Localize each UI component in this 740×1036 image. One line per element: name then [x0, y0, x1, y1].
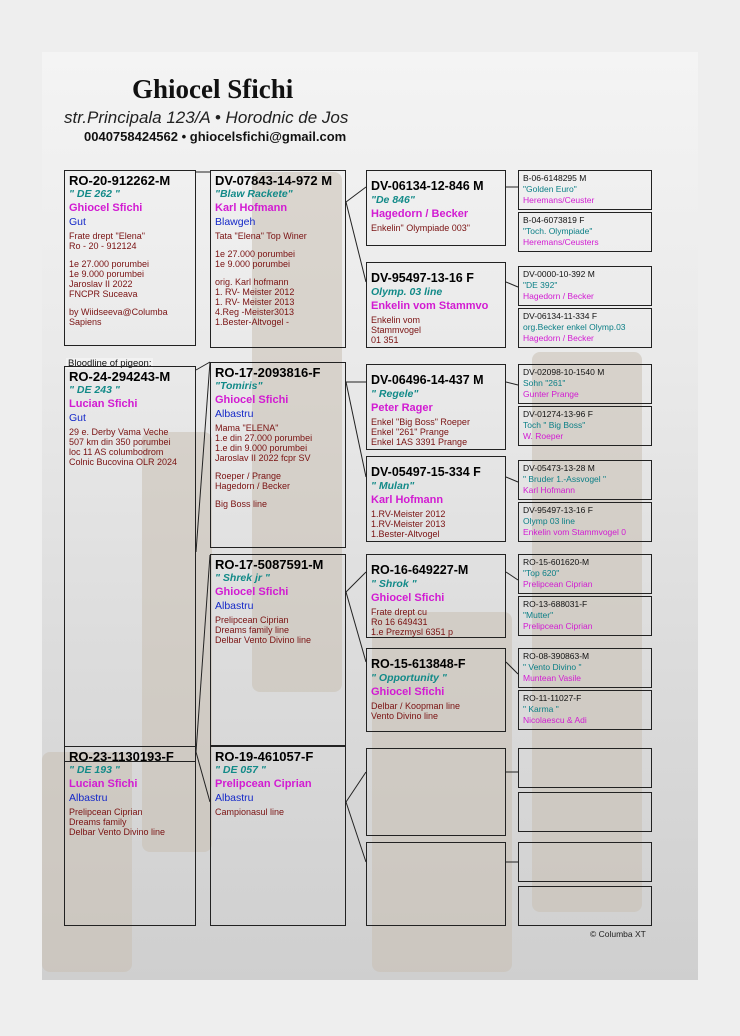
pigeon-nickname: Sohn "261"	[523, 378, 566, 388]
pigeon-owner: Hagedorn / Becker	[371, 208, 469, 220]
pigeon-owner: Peter Rager	[371, 402, 433, 414]
pigeon-color: Albastru	[215, 408, 254, 420]
pigeon-nickname: " Bruder 1.-Assvogel "	[523, 474, 607, 484]
sire-box	[64, 366, 196, 762]
pigeon-nickname: " Karma "	[523, 704, 559, 714]
pigeon-ring-id: RO-11-11027-F	[523, 693, 582, 703]
pigeon-color: Gut	[69, 412, 86, 424]
pigeon-notes	[69, 807, 191, 837]
note-line: Enkelin vom	[371, 315, 421, 325]
gen3-box-6	[366, 648, 506, 732]
pigeon-color: Blawgeh	[215, 216, 256, 228]
pigeon-owner: Lucian Sfichi	[69, 398, 138, 410]
pigeon-owner: Karl Hofmann	[371, 494, 444, 506]
pigeon-nickname: Olymp. 03 line	[371, 286, 443, 298]
pigeon-owner: Ghiocel Sfichi	[215, 394, 289, 406]
pigeon-ring-id: RO-13-688031-F	[523, 599, 588, 609]
pigeon-owner: Ghiocel Sfichi	[215, 586, 289, 598]
pigeon-nickname: " DE 243 "	[69, 384, 120, 396]
pigeon-ring-id: DV-01274-13-96 F	[523, 409, 593, 419]
pigeon-ring-id: RO-23-1130193-F	[69, 749, 174, 764]
pigeon-owner: Ghiocel Sfichi	[371, 686, 445, 698]
note-line: Ro - 20 - 912124	[69, 241, 137, 251]
pigeon-owner: Prelipcean Ciprian	[215, 778, 312, 790]
pigeon-ring-id: RO-16-649227-M	[371, 563, 469, 577]
pigeon-nickname: "Tomiris"	[215, 380, 263, 392]
note-line: FNCPR Suceava	[69, 289, 138, 299]
pigeon-owner: Enkelin vom Stammvogel 0	[523, 527, 626, 537]
note-line: 1.Bester-Altvogel -	[215, 317, 290, 327]
granddam-paternal-box	[210, 362, 346, 548]
pigeon-notes	[371, 417, 501, 447]
pigeon-notes	[215, 231, 341, 327]
gen4-box-10	[518, 596, 652, 636]
note-line: Delbar Vento Divino line	[69, 827, 166, 837]
pigeon-owner: Prelipcean Ciprian	[523, 621, 593, 631]
pigeon-owner: W. Roeper	[523, 431, 564, 441]
note-line: Tata "Elena" Top Winer	[215, 231, 307, 241]
note-line: Ro 16 649431	[371, 617, 428, 627]
note-line: 1e 9.000 porumbei	[69, 269, 145, 279]
note-line: Delbar Vento Divino line	[215, 635, 312, 645]
note-line: Prelipcean Ciprian	[69, 807, 143, 817]
note-line: Jaroslav II 2022	[69, 279, 133, 289]
gen4-box-1	[518, 170, 652, 210]
gen4-box-7	[518, 460, 652, 500]
pigeon-nickname: "Blaw Rackete"	[215, 188, 293, 200]
pigeon-owner: Ghiocel Sfichi	[371, 592, 445, 604]
note-line: orig. Karl hofmann	[215, 277, 289, 287]
pigeon-notes	[371, 509, 501, 539]
gen4-box-4	[518, 308, 652, 348]
pigeon-owner: Hagedorn / Becker	[523, 291, 594, 301]
grandsire-maternal-box	[210, 554, 346, 746]
gen4-box-9	[518, 554, 652, 594]
pigeon-notes	[371, 315, 501, 345]
pigeon-ring-id: RO-17-2093816-F	[215, 365, 321, 380]
pigeon-owner: Prelipcean Ciprian	[523, 579, 593, 589]
note-line: Frate drept cu	[371, 607, 428, 617]
note-line: Sapiens	[69, 317, 102, 327]
note-line: 1.Bester-Altvogel	[371, 529, 440, 539]
note-line: Dreams family line	[215, 625, 290, 635]
note-line: Prelipcean Ciprian	[215, 615, 289, 625]
pigeon-nickname: " Shrek jr "	[215, 572, 270, 584]
note-line: 1.e din 9.000 porumbei	[215, 443, 308, 453]
pigeon-color: Albastru	[215, 600, 254, 612]
pigeon-ring-id: RO-15-601620-M	[523, 557, 590, 567]
pigeon-ring-id: RO-19-461057-F	[215, 749, 314, 764]
gen3-box-empty	[366, 748, 506, 836]
pigeon-owner: Lucian Sfichi	[69, 778, 138, 790]
gen4-box-12	[518, 690, 652, 730]
gen3-box-1	[366, 170, 506, 246]
pigeon-owner: Hagedorn / Becker	[523, 333, 594, 343]
pigeon-ring-id: DV-05473-13-28 M	[523, 463, 595, 473]
pigeon-ring-id: B-06-6148295 M	[523, 173, 587, 183]
dam-box	[64, 746, 196, 926]
note-line: loc 11 AS columbodrom	[69, 447, 164, 457]
note-line: 29 e. Derby Vama Veche	[69, 427, 169, 437]
gen4-box-empty	[518, 886, 652, 926]
note-line: Vento Divino line	[371, 711, 439, 721]
pigeon-owner: Karl Hofmann	[215, 202, 288, 214]
pigeon-owner: Enkelin vom Stammvo	[371, 300, 489, 312]
pigeon-nickname: Toch " Big Boss"	[523, 420, 586, 430]
note-line: Hagedorn / Becker	[215, 481, 291, 491]
note-line: Enkel 1AS 3391 Prange	[371, 437, 468, 447]
pigeon-ring-id: RO-15-613848-F	[371, 657, 466, 671]
breeder-name: Ghiocel Sfichi	[132, 74, 294, 104]
pigeon-nickname: "DE 392"	[523, 280, 558, 290]
pigeon-ring-id: DV-02098-10-1540 M	[523, 367, 605, 377]
pigeon-nickname: "Top 620"	[523, 568, 560, 578]
pigeon-owner: Gunter Prange	[523, 389, 579, 399]
pigeon-ring-id: RO-17-5087591-M	[215, 557, 324, 572]
gen3-box-3	[366, 364, 506, 450]
gen4-box-empty	[518, 792, 652, 832]
pigeon-owner: Muntean Vasile	[523, 673, 581, 683]
pigeon-owner: Karl Hofmann	[523, 485, 575, 495]
note-line: 01 351	[371, 335, 399, 345]
note-line: Stammvogel	[371, 325, 422, 335]
pigeon-nickname: " DE 057 "	[215, 764, 266, 776]
breeder-contact: 0040758424562 • ghiocelsfichi@gmail.com	[84, 129, 347, 144]
pigeon-nickname: org.Becker enkel Olymp.03	[523, 322, 626, 332]
pigeon-notes	[69, 427, 191, 467]
pigeon-ring-id: DV-95497-13-16 F	[523, 505, 593, 515]
pigeon-notes	[215, 615, 341, 645]
note-line: 1e 27.000 porumbei	[215, 249, 296, 259]
note-line: Dreams family	[69, 817, 127, 827]
pigeon-notes	[69, 231, 191, 327]
pigeon-ring-id: DV-06134-12-846 M	[371, 179, 484, 193]
pigeon-ring-id: DV-06134-11-334 F	[523, 311, 598, 321]
pigeon-nickname: " Mulan"	[371, 480, 415, 492]
gen3-box-2	[366, 262, 506, 348]
copyright-notice: © Columba XT	[590, 929, 646, 939]
gen4-box-11	[518, 648, 652, 688]
note-line: 1. RV- Meister 2012	[215, 287, 295, 297]
pigeon-notes	[371, 607, 501, 637]
note-line: 4.Reg -Meister3013	[215, 307, 295, 317]
gen4-box-empty	[518, 842, 652, 882]
pigeon-owner: Nicolaescu & Adi	[523, 715, 587, 725]
pigeon-nickname: " DE 193 "	[69, 764, 120, 776]
pigeon-ring-id: DV-0000-10-392 M	[523, 269, 595, 279]
note-line: 1.RV-Meister 2012	[371, 509, 446, 519]
note-line: 1e 9.000 porumbei	[215, 259, 291, 269]
gen4-box-5	[518, 364, 652, 404]
gen3-box-4	[366, 456, 506, 542]
pigeon-color: Albastru	[69, 792, 108, 804]
pedigree-page	[42, 52, 698, 980]
pigeon-nickname: " Shrok "	[371, 578, 417, 590]
gen4-box-2	[518, 212, 652, 252]
bloodline-label: Bloodline of pigeon:	[68, 358, 152, 369]
gen3-box-5	[366, 554, 506, 638]
note-line: Mama "ELENA"	[215, 423, 279, 433]
pigeon-ring-id: RO-24-294243-M	[69, 369, 171, 384]
pigeon-notes	[371, 223, 501, 233]
pigeon-ring-id: RO-08-390863-M	[523, 651, 590, 661]
note-line: Big Boss line	[215, 499, 268, 509]
pigeon-notes	[215, 807, 341, 817]
pigeon-ring-id: B-04-6073819 F	[523, 215, 585, 225]
pigeon-color: Gut	[69, 216, 86, 228]
pigeon-owner: Heremans/Ceuster	[523, 195, 595, 205]
gen4-box-6	[518, 406, 652, 446]
breeder-address: str.Principala 123/A • Horodnic de Jos	[64, 108, 349, 127]
note-line: Roeper / Prange	[215, 471, 282, 481]
pigeon-nickname: "Toch. Olympiade"	[523, 226, 593, 236]
pigeon-owner: Ghiocel Sfichi	[69, 202, 143, 214]
note-line: Frate drept "Elena"	[69, 231, 145, 241]
pigeon-color: Albastru	[215, 792, 254, 804]
note-line: 1e 27.000 porumbei	[69, 259, 150, 269]
pigeon-nickname: "De 846"	[371, 194, 415, 206]
main-pigeon-box	[64, 170, 196, 346]
pigeon-notes	[215, 423, 341, 509]
pigeon-notes	[371, 701, 501, 721]
note-line: 1.RV-Meister 2013	[371, 519, 446, 529]
note-line: Colnic Bucovina OLR 2024	[69, 457, 178, 467]
grandsire-paternal-box	[210, 170, 346, 348]
note-line: Enkel "261" Prange	[371, 427, 449, 437]
pigeon-ring-id: DV-95497-13-16 F	[371, 271, 474, 285]
pigeon-ring-id: RO-20-912262-M	[69, 173, 171, 188]
pigeon-nickname: " DE 262 "	[69, 188, 120, 200]
pigeon-nickname: "Golden Euro"	[523, 184, 577, 194]
pigeon-ring-id: DV-06496-14-437 M	[371, 373, 484, 387]
note-line: by Wiidseeva@Columba	[69, 307, 168, 317]
note-line: Enkel "Big Boss" Roeper	[371, 417, 470, 427]
pigeon-nickname: Olymp 03 line	[523, 516, 575, 526]
note-line: 1.e Prezmysl 6351 p	[371, 627, 454, 637]
note-line: Campionasul line	[215, 807, 285, 817]
granddam-maternal-box	[210, 746, 346, 926]
gen3-box-empty	[366, 842, 506, 926]
pigeon-ring-id: DV-07843-14-972 M	[215, 173, 333, 188]
note-line: 1.e din 27.000 porumbei	[215, 433, 313, 443]
note-line: 507 km din 350 porumbei	[69, 437, 171, 447]
pigeon-owner: Heremans/Ceusters	[523, 237, 599, 247]
pigeon-nickname: " Regele"	[371, 388, 419, 400]
pigeon-nickname: " Opportunity "	[371, 672, 447, 684]
gen4-box-empty	[518, 748, 652, 788]
pigeon-nickname: "Mutter"	[523, 610, 554, 620]
note-line: Enkelin" Olympiade 003"	[371, 223, 470, 233]
pigeon-nickname: " Vento Divino "	[523, 662, 582, 672]
gen4-box-3	[518, 266, 652, 306]
pigeon-ring-id: DV-05497-15-334 F	[371, 465, 481, 479]
note-line: Delbar / Koopman line	[371, 701, 461, 711]
note-line: 1. RV- Meister 2013	[215, 297, 295, 307]
gen4-box-8	[518, 502, 652, 542]
note-line: Jaroslav II 2022 fcpr SV	[215, 453, 311, 463]
